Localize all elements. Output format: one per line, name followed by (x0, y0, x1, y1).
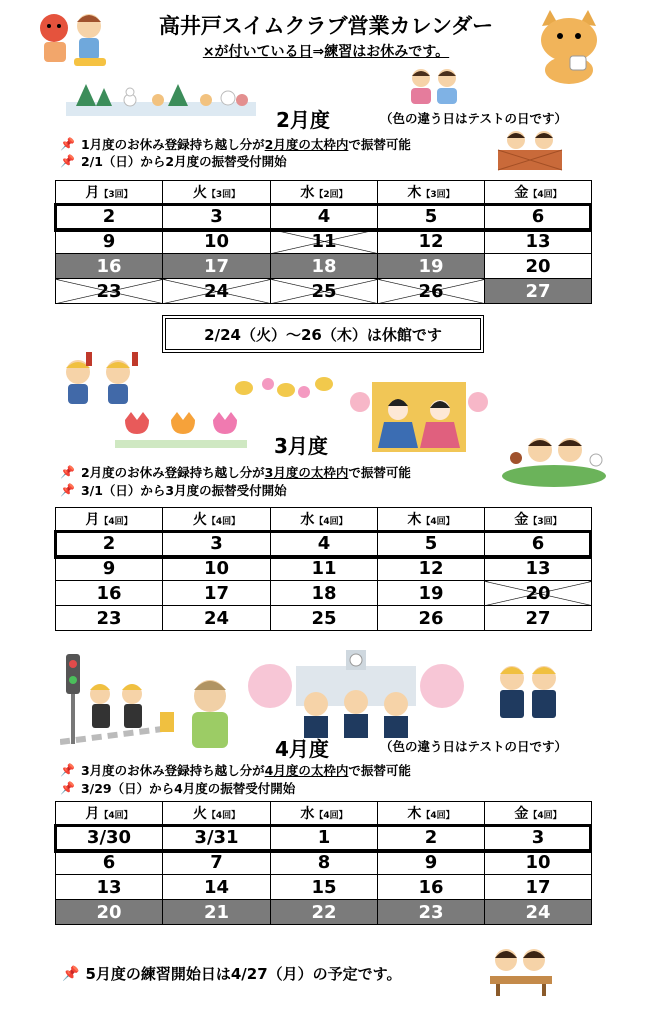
arrow-icon: ⇒ (312, 44, 325, 60)
bees-flowers-illustration (230, 372, 340, 406)
date-cell: 3 (485, 825, 592, 850)
crossing-guard-illustration (60, 650, 240, 750)
date-cell: 5 (378, 204, 485, 229)
header-tue: 火【4回】 (163, 802, 271, 825)
apr-title: 4月度 (275, 737, 329, 761)
date-cell-test: 24 (485, 900, 592, 925)
date-cell-test: 22 (271, 900, 378, 925)
date-cell: 19 (378, 581, 485, 606)
date-cell: 20 (485, 254, 592, 279)
date-cell-closed: 11 (271, 229, 378, 254)
kids-picnic-illustration (500, 428, 608, 488)
header-thu: 木【4回】 (378, 802, 485, 825)
date-cell: 17 (163, 581, 271, 606)
cat-illustration (530, 6, 608, 84)
date-cell: 2 (56, 204, 163, 229)
pushpin-icon: 📌 (60, 483, 75, 497)
pushpin-icon: 📌 (60, 154, 75, 168)
pushpin-icon: 📌 (60, 137, 75, 151)
date-cell-closed: 20 (485, 581, 592, 606)
header-fri: 金【4回】 (485, 802, 592, 825)
date-cell: 6 (485, 204, 592, 229)
date-cell: 27 (485, 606, 592, 631)
date-cell-test: 18 (271, 254, 378, 279)
feb-closed-note: 2/24（火）～26（木）は休館です (162, 315, 484, 353)
date-cell-test: 16 (56, 254, 163, 279)
mar-note-accept: 📌 3/1（日）から3月度の振替受付開始 (60, 483, 287, 498)
pushpin-icon: 📌 (60, 465, 75, 479)
mar-note-carryover: 📌 2月度のお休み登録持ち越し分が3月度の太枠内で振替可能 (60, 465, 411, 480)
subtitle-x-days: ×が付いている日 (202, 44, 313, 60)
date-cell: 3 (163, 531, 271, 556)
date-cell: 14 (163, 875, 271, 900)
students-illustration (488, 656, 568, 720)
test-day-note-apr: （色の違う日はテストの日です） (380, 739, 568, 754)
date-cell: 1 (271, 825, 378, 850)
header-mon: 月【3回】 (56, 181, 163, 204)
subtitle-holiday: 練習はお休みです。 (324, 44, 450, 60)
date-cell: 23 (56, 606, 163, 631)
students-desk-illustration (486, 940, 556, 998)
apr-note-carryover: 📌 3月度のお休み登録持ち越し分が4月度の太枠内で振替可能 (60, 763, 411, 778)
school-entrance-illustration (246, 646, 466, 740)
pushpin-icon: 📌 (60, 763, 75, 777)
date-cell: 3/31 (163, 825, 271, 850)
feb-title: 2月度 (276, 108, 330, 132)
date-cell: 7 (163, 850, 271, 875)
date-cell: 16 (378, 875, 485, 900)
date-cell: 5 (378, 531, 485, 556)
date-cell: 9 (56, 556, 163, 581)
date-cell-closed: 23 (56, 279, 163, 304)
date-cell: 10 (485, 850, 592, 875)
date-cell: 24 (163, 606, 271, 631)
apr-note-accept: 📌 3/29（日）から4月度の振替受付開始 (60, 781, 296, 796)
children-illustration-feb (405, 66, 467, 106)
date-cell: 10 (163, 556, 271, 581)
date-cell: 12 (378, 229, 485, 254)
header-tue: 火【3回】 (163, 181, 271, 204)
date-cell: 4 (271, 531, 378, 556)
pushpin-icon: 📌 (62, 965, 80, 982)
header-wed: 水【2回】 (271, 181, 378, 204)
kotatsu-illustration (494, 126, 566, 172)
date-cell: 4 (271, 204, 378, 229)
date-cell: 16 (56, 581, 163, 606)
date-cell: 6 (56, 850, 163, 875)
date-cell: 13 (485, 556, 592, 581)
feb-note-carryover: 📌 1月度のお休み登録持ち越し分が2月度の太枠内で振替可能 (60, 137, 411, 152)
date-cell: 2 (378, 825, 485, 850)
date-cell: 26 (378, 606, 485, 631)
date-cell: 17 (485, 875, 592, 900)
header-wed: 水【4回】 (271, 508, 378, 531)
header-tue: 火【4回】 (163, 508, 271, 531)
tulips-illustration (115, 410, 247, 448)
date-cell: 15 (271, 875, 378, 900)
kids-cheering-illustration (56, 346, 144, 408)
apr-calendar (55, 801, 592, 925)
date-cell-test: 27 (485, 279, 592, 304)
date-cell-test: 21 (163, 900, 271, 925)
test-day-note-feb: （色の違う日はテストの日です） (380, 111, 568, 126)
date-cell: 12 (378, 556, 485, 581)
date-cell: 18 (271, 581, 378, 606)
date-cell-test: 23 (378, 900, 485, 925)
date-cell-closed: 26 (378, 279, 485, 304)
page-title: 高井戸スイムクラブ営業カレンダー (158, 14, 494, 38)
header-fri: 金【3回】 (485, 508, 592, 531)
header-thu: 木【4回】 (378, 508, 485, 531)
pushpin-icon: 📌 (60, 781, 75, 795)
mar-title: 3月度 (274, 434, 328, 458)
winter-scene-illustration (66, 80, 256, 116)
date-cell: 9 (378, 850, 485, 875)
feb-header-row (56, 181, 592, 204)
date-cell-test: 17 (163, 254, 271, 279)
date-cell-test: 19 (378, 254, 485, 279)
header-thu: 木【3回】 (378, 181, 485, 204)
date-cell-closed: 25 (271, 279, 378, 304)
header-wed: 水【4回】 (271, 802, 378, 825)
date-cell-closed: 24 (163, 279, 271, 304)
date-cell: 3 (163, 204, 271, 229)
date-cell: 9 (56, 229, 163, 254)
kids-illustration (34, 8, 116, 70)
date-cell: 13 (56, 875, 163, 900)
mar-calendar (55, 507, 592, 631)
date-cell: 11 (271, 556, 378, 581)
feb-calendar (55, 180, 592, 304)
date-cell: 3/30 (56, 825, 163, 850)
date-cell: 8 (271, 850, 378, 875)
hina-dolls-illustration (348, 376, 490, 456)
date-cell: 10 (163, 229, 271, 254)
date-cell-test: 20 (56, 900, 163, 925)
date-cell: 13 (485, 229, 592, 254)
feb-note-accept: 📌 2/1（日）から2月度の振替受付開始 (60, 154, 287, 169)
date-cell: 6 (485, 531, 592, 556)
header-fri: 金【4回】 (485, 181, 592, 204)
footer-note: 📌 5月度の練習開始日は4/27（月）の予定です。 (62, 965, 402, 983)
date-cell: 25 (271, 606, 378, 631)
date-cell: 2 (56, 531, 163, 556)
header-mon: 月【4回】 (56, 508, 163, 531)
header-mon: 月【4回】 (56, 802, 163, 825)
